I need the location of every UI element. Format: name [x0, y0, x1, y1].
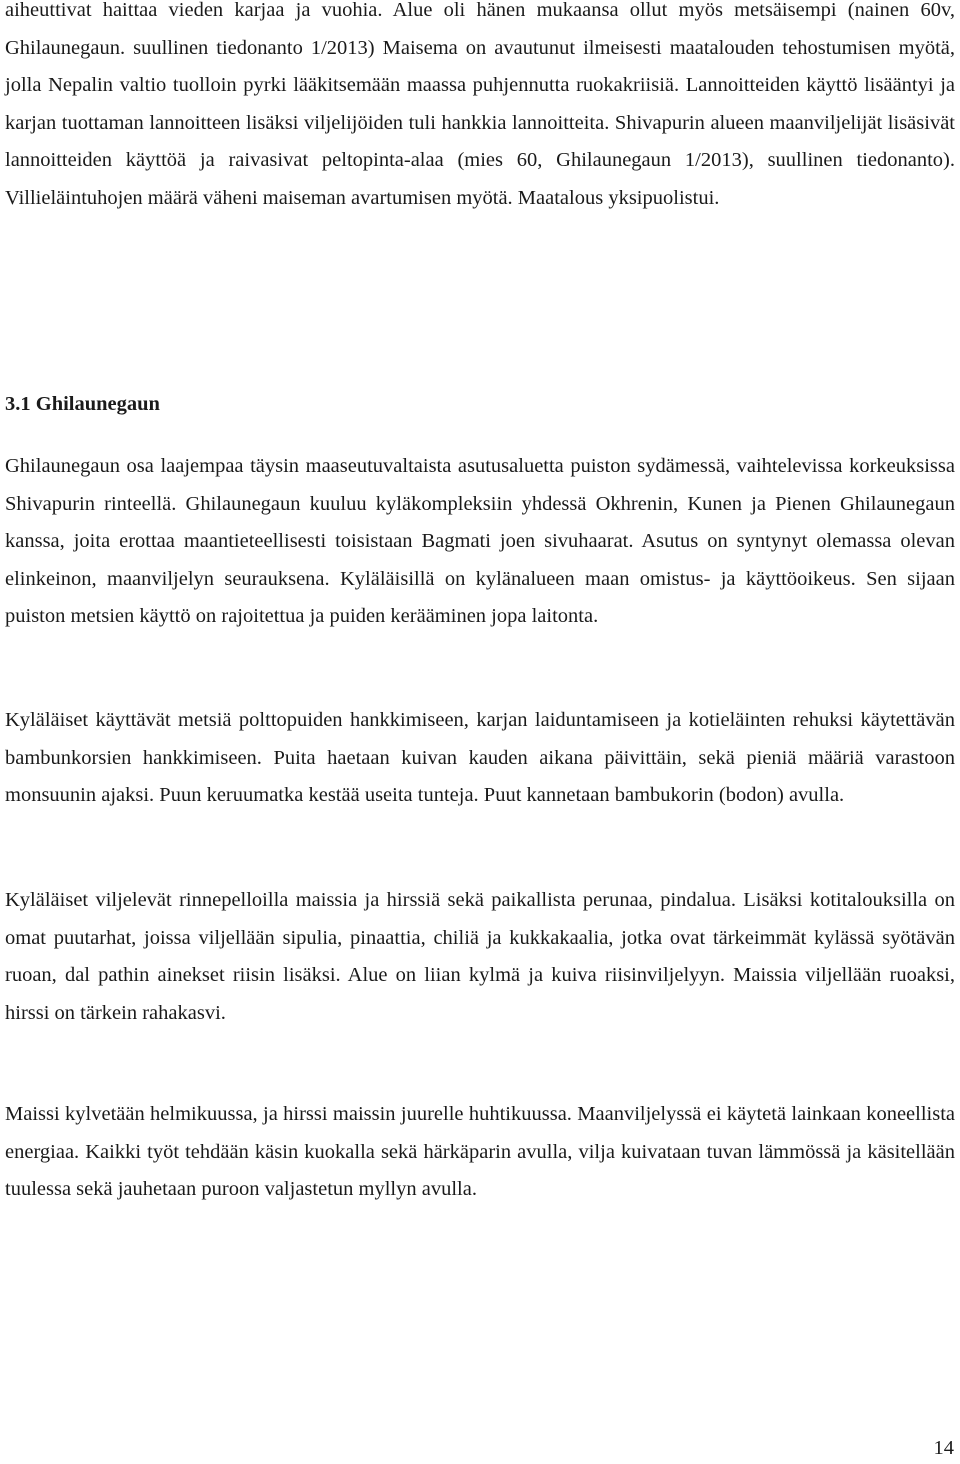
body-paragraph-4: Kyläläiset viljelevät rinnepelloilla maissia ja hirssiä sekä paikallista perunaa, pindalua. Lisäksi kotitalouksilla on omat puutarhat, joissa viljellään sipulia, pinaattia, chiliä ja kukkakaalia, jotka ovat tärkeimmät kylässä syötävän ruoan, dal pathin ainekset riisin lisäksi. Alue on liian kylmä ja kuiva riisinviljelyyn. Maissia viljellään ruoaksi, hirssi on tärkein rahakasvi.	[5, 889, 955, 1024]
body-paragraph-1: aiheuttivat haittaa vieden karjaa ja vuohia. Alue oli hänen mukaansa ollut myös metsäisempi (nainen 60v, Ghilaunegaun. suullinen tiedonanto 1/2013) Maisema on avautunut ilmeisesti maatalouden tehostumisen myötä, jolla Nepalin valtio tuolloin pyrki lääkitsemään maassa puhjennutta ruokakriisiä. Lannoitteiden käyttö lisääntyi ja karjan tuottaman lannoitteen lisäksi viljelijöiden tuli hankkia lannoitteita. Shivapurin alueen maanviljelijät lisäsivät lannoitteiden käyttöä ja raivasivat peltopinta-alaa (mies 60, Ghilaunegaun 1/2013), suullinen tiedonanto). Villieläintuhojen määrä väheni maiseman avartumisen myötä. Maatalous yksipuolistui.	[5, 0, 955, 209]
body-paragraph-2: Ghilaunegaun osa laajempaa täysin maaseutuvaltaista asutusaluetta puiston sydämessä, vaihtelevissa korkeuksissa Shivapurin rinteellä. Ghilaunegaun kuuluu kyläkompleksiin yhdessä Okhrenin, Kunen ja Pienen Ghilaunegaun kanssa, joita erottaa maantieteellisesti toisistaan Bagmati joen sivuhaarat. Asutus on syntynyt olemassa olevan elinkeinon, maanviljelyn seurauksena. Kyläläisillä on kylänalueen maan omistus- ja käyttöoikeus. Sen sijaan puiston metsien käyttö on rajoitettua ja puiden kerääminen jopa laitonta.	[5, 455, 955, 627]
section-heading: 3.1 Ghilaunegaun	[5, 393, 160, 415]
page-number: 14	[933, 1437, 954, 1459]
body-paragraph-5: Maissi kylvetään helmikuussa, ja hirssi maissin juurelle huhtikuussa. Maanviljelyssä ei käytetä lainkaan koneellista energiaa. Kaikki työt tehdään käsin kuokalla sekä härkäparin avulla, vilja kuivataan tuvan lämmössä ja käsitellään tuulessa sekä jauhetaan puroon valjastetun myllyn avulla.	[5, 1103, 955, 1200]
body-paragraph-3: Kyläläiset käyttävät metsiä polttopuiden hankkimiseen, karjan laiduntamiseen ja kotieläinten rehuksi käytettävän bambunkorsien hankkimiseen. Puita haetaan kuivan kauden aikana päivittäin, sekä pieniä määriä varastoon monsuunin ajaksi. Puun keruumatka kestää useita tunteja. Puut kannetaan bambukorin (bodon) avulla.	[5, 709, 955, 806]
